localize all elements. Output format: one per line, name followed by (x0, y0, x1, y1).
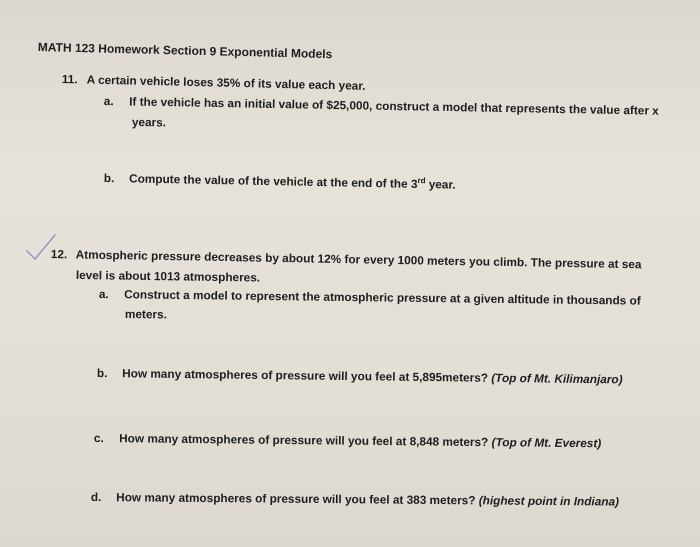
question-12d (91, 490, 619, 509)
question-12c-text: How many atmospheres of pressure will you feel at 8,848 meters? (119, 431, 492, 450)
question-11a-text-line-1: If the vehicle has an initial value of $25,000, construct a model that represents the value after x (129, 94, 659, 118)
question-12-text-line-1: Atmospheric pressure decreases by about 12% for every 1000 meters you climb. The pressure at sea (75, 247, 642, 272)
question-12d-text: How many atmospheres of pressure will you feel at 383 meters? (116, 490, 479, 508)
question-12a-line-1 (99, 287, 641, 308)
question-11a-line-1 (104, 94, 659, 118)
question-12d-note: (highest point in Indiana) (478, 493, 620, 509)
question-11-number: 11. (61, 72, 78, 87)
question-12a-label: a. (98, 287, 109, 302)
question-12-line-2: level is about 1013 atmospheres. (75, 268, 261, 285)
question-12c-label: c. (93, 431, 104, 446)
question-12d-label: d. (90, 490, 102, 505)
question-12b-label: b. (96, 366, 108, 381)
question-12c (94, 431, 601, 450)
question-12c-note: (Top of Mt. Everest) (491, 435, 602, 451)
question-12a-text-line-1: Construct a model to represent the atmospheric pressure at a given altitude in thousands of (124, 287, 641, 308)
question-12a-line-2: meters. (124, 307, 167, 322)
question-12-line-1 (51, 247, 642, 271)
question-11a-label: a. (103, 94, 114, 109)
question-11 (62, 72, 366, 93)
question-12b-note: (Top of Mt. Kilimanjaro) (491, 370, 623, 387)
question-11b (104, 170, 456, 192)
page-title: MATH 123 Homework Section 9 Exponential Models (37, 40, 333, 62)
question-12b-text: How many atmospheres of pressure will you feel at 5,895meters? (122, 366, 492, 385)
question-12b (97, 366, 623, 386)
question-12-number: 12. (50, 247, 68, 262)
question-11-text: A certain vehicle loses 35% of its value each year. (86, 72, 366, 93)
question-11b-text-end: year. (425, 177, 456, 192)
question-11b-text: Compute the value of the vehicle at the end of the 3 (128, 171, 418, 191)
question-11a-line-2: years. (131, 115, 167, 130)
ordinal-superscript: rd (417, 176, 426, 186)
question-11b-label: b. (103, 170, 115, 186)
